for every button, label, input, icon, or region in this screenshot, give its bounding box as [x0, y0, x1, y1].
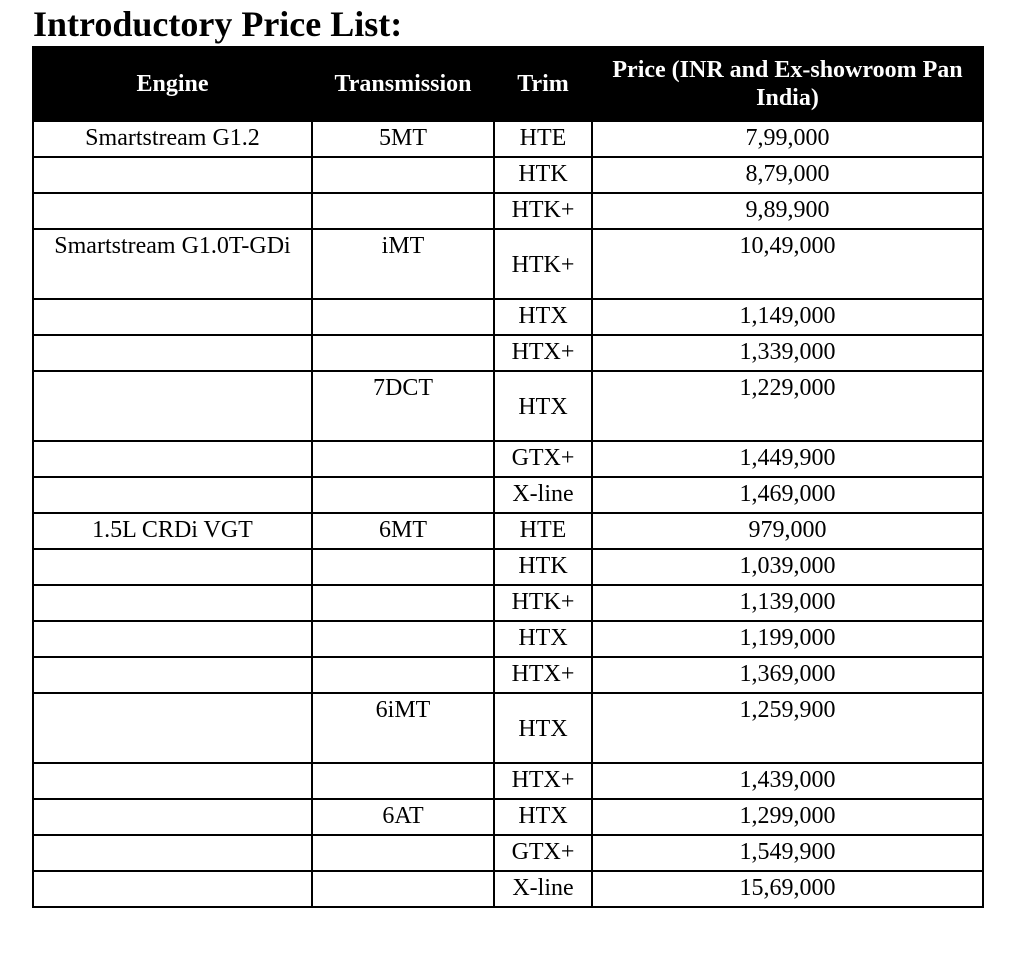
engine-cell: Smartstream G1.0T-GDi — [33, 229, 312, 299]
price-cell: 1,369,000 — [592, 657, 983, 693]
trim-cell: HTE — [494, 121, 592, 157]
engine-cell — [33, 371, 312, 441]
header-engine: Engine — [33, 47, 312, 121]
price-cell: 8,79,000 — [592, 157, 983, 193]
engine-cell: Smartstream G1.2 — [33, 121, 312, 157]
trim-cell: HTX — [494, 693, 592, 763]
transmission-cell — [312, 477, 494, 513]
table-row — [33, 121, 983, 157]
engine-cell — [33, 157, 312, 193]
price-cell: 1,439,000 — [592, 763, 983, 799]
trim-cell: HTK+ — [494, 229, 592, 299]
engine-cell — [33, 193, 312, 229]
price-cell: 1,549,900 — [592, 835, 983, 871]
trim-cell: X-line — [494, 871, 592, 907]
trim-cell: X-line — [494, 477, 592, 513]
table-row — [33, 657, 983, 693]
table-row — [33, 371, 983, 441]
engine-cell — [33, 693, 312, 763]
header-row — [33, 47, 983, 121]
table-row — [33, 441, 983, 477]
transmission-cell: 7DCT — [312, 371, 494, 441]
trim-cell: HTK — [494, 549, 592, 585]
price-cell: 10,49,000 — [592, 229, 983, 299]
engine-cell — [33, 299, 312, 335]
price-cell: 1,199,000 — [592, 621, 983, 657]
trim-cell: HTX — [494, 799, 592, 835]
table-row — [33, 193, 983, 229]
transmission-cell — [312, 763, 494, 799]
table-row — [33, 799, 983, 835]
price-cell: 1,449,900 — [592, 441, 983, 477]
price-table — [32, 46, 984, 908]
table-body — [33, 121, 983, 907]
engine-cell — [33, 871, 312, 907]
trim-cell: HTX — [494, 299, 592, 335]
price-cell: 1,229,000 — [592, 371, 983, 441]
trim-cell: HTK+ — [494, 193, 592, 229]
transmission-cell — [312, 157, 494, 193]
table-row — [33, 299, 983, 335]
page-title: Introductory Price List: — [33, 4, 403, 44]
engine-cell — [33, 799, 312, 835]
table-header — [33, 47, 983, 121]
transmission-cell — [312, 549, 494, 585]
engine-cell — [33, 763, 312, 799]
transmission-cell — [312, 871, 494, 907]
price-cell: 1,259,900 — [592, 693, 983, 763]
trim-cell: HTX — [494, 621, 592, 657]
table-row — [33, 513, 983, 549]
price-cell: 7,99,000 — [592, 121, 983, 157]
transmission-cell — [312, 193, 494, 229]
transmission-cell — [312, 335, 494, 371]
table-row — [33, 229, 983, 299]
table-row — [33, 335, 983, 371]
trim-cell: HTK — [494, 157, 592, 193]
engine-cell — [33, 477, 312, 513]
table-row — [33, 585, 983, 621]
trim-cell: HTK+ — [494, 585, 592, 621]
table-row — [33, 157, 983, 193]
table-row — [33, 477, 983, 513]
transmission-cell — [312, 299, 494, 335]
transmission-cell: 6AT — [312, 799, 494, 835]
price-cell: 1,469,000 — [592, 477, 983, 513]
engine-cell — [33, 621, 312, 657]
trim-cell: HTX — [494, 371, 592, 441]
transmission-cell: 5MT — [312, 121, 494, 157]
price-cell: 979,000 — [592, 513, 983, 549]
transmission-cell: 6iMT — [312, 693, 494, 763]
price-cell: 1,339,000 — [592, 335, 983, 371]
price-cell: 15,69,000 — [592, 871, 983, 907]
table-row — [33, 621, 983, 657]
engine-cell — [33, 441, 312, 477]
engine-cell — [33, 585, 312, 621]
header-transmission: Transmission — [312, 47, 494, 121]
transmission-cell: 6MT — [312, 513, 494, 549]
trim-cell: HTX+ — [494, 335, 592, 371]
engine-cell — [33, 835, 312, 871]
table-row — [33, 693, 983, 763]
table-row — [33, 835, 983, 871]
engine-cell — [33, 657, 312, 693]
engine-cell — [33, 549, 312, 585]
price-cell: 1,299,000 — [592, 799, 983, 835]
trim-cell: GTX+ — [494, 835, 592, 871]
transmission-cell — [312, 585, 494, 621]
header-trim: Trim — [494, 47, 592, 121]
trim-cell: GTX+ — [494, 441, 592, 477]
table-row — [33, 871, 983, 907]
price-cell: 1,149,000 — [592, 299, 983, 335]
header-price: Price (INR and Ex-showroom Pan India) — [592, 47, 983, 121]
engine-cell: 1.5L CRDi VGT — [33, 513, 312, 549]
trim-cell: HTE — [494, 513, 592, 549]
table-row — [33, 549, 983, 585]
table-row — [33, 763, 983, 799]
price-cell: 9,89,900 — [592, 193, 983, 229]
trim-cell: HTX+ — [494, 763, 592, 799]
transmission-cell — [312, 657, 494, 693]
transmission-cell — [312, 441, 494, 477]
transmission-cell: iMT — [312, 229, 494, 299]
transmission-cell — [312, 835, 494, 871]
transmission-cell — [312, 621, 494, 657]
price-cell: 1,039,000 — [592, 549, 983, 585]
engine-cell — [33, 335, 312, 371]
price-cell: 1,139,000 — [592, 585, 983, 621]
trim-cell: HTX+ — [494, 657, 592, 693]
